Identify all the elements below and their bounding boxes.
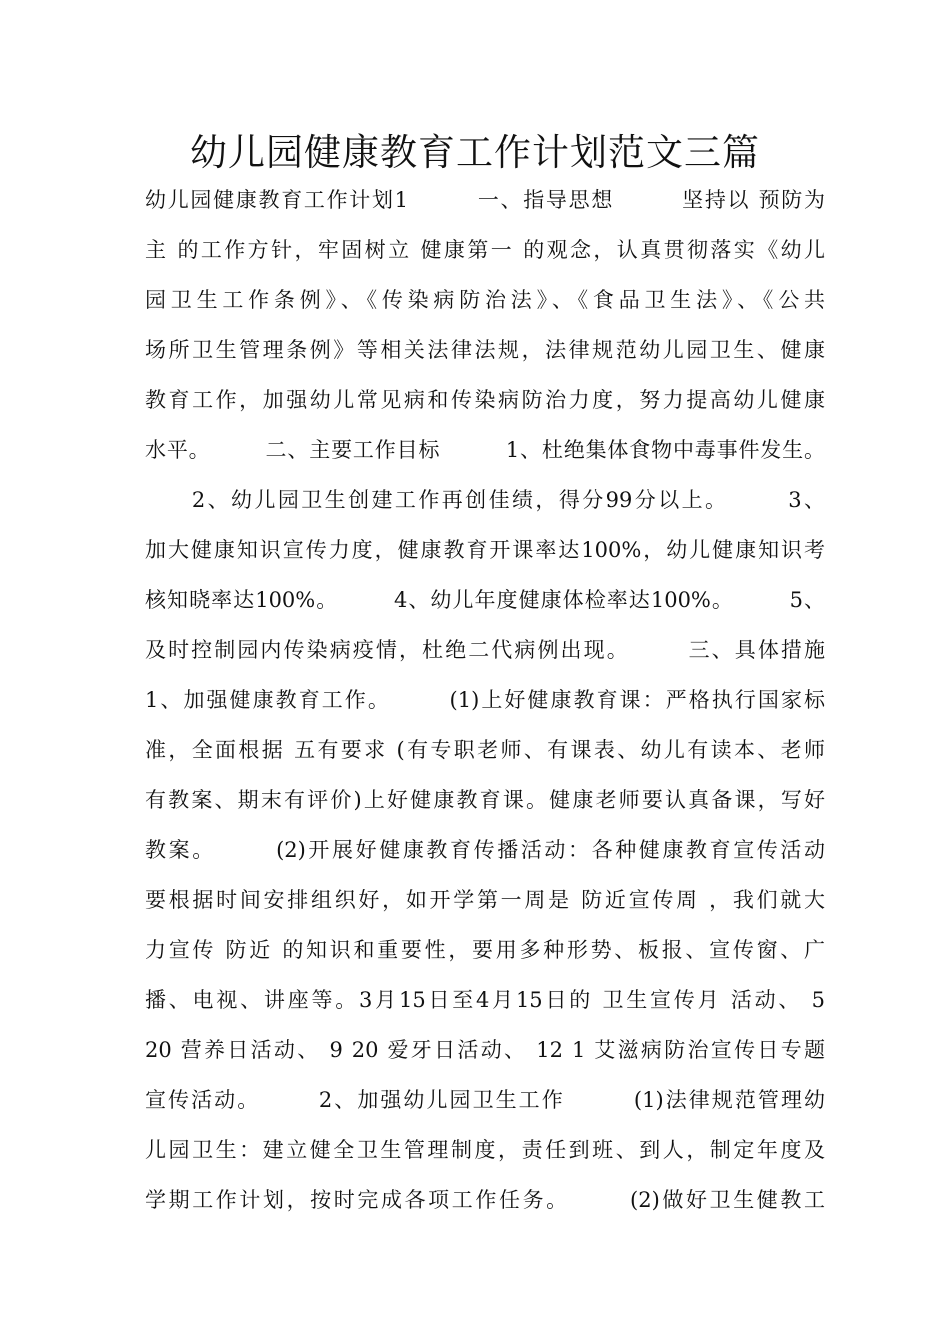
body-line: 主 的工作方针，牢固树立 健康第一 的观念，认真贯彻落实《幼儿 (145, 238, 825, 262)
body-line: 核知晓率达100%。 4、幼儿年度健康体检率达100%。 5、 (145, 588, 825, 612)
body-line: 幼儿园健康教育工作计划1 一、指导思想 坚持以 预防为 (145, 188, 825, 212)
body-line: 学期工作计划，按时完成各项工作任务。 (2)做好卫生健教工 (145, 1188, 825, 1212)
body-line: 准，全面根据 五有要求 (有专职老师、有课表、幼儿有读本、老师 (145, 738, 825, 762)
body-line: 教育工作，加强幼儿常见病和传染病防治力度，努力提高幼儿健康 (145, 388, 825, 412)
body-line: 场所卫生管理条例》等相关法律法规，法律规范幼儿园卫生、健康 (145, 338, 825, 362)
body-line: 水平。 二、主要工作目标 1、杜绝集体食物中毒事件发生。 (145, 438, 825, 462)
body-line: 宣传活动。 2、加强幼儿园卫生工作 (1)法律规范管理幼 (145, 1088, 825, 1112)
body-line: 20 营养日活动、 9 20 爱牙日活动、 12 1 艾滋病防治宣传日专题 (145, 1038, 825, 1062)
body-line: 加大健康知识宣传力度，健康教育开课率达100%，幼儿健康知识考 (145, 538, 825, 562)
body-line: 要根据时间安排组织好，如开学第一周是 防近宣传周 ，我们就大 (145, 888, 825, 912)
body-line: 儿园卫生：建立健全卫生管理制度，责任到班、到人，制定年度及 (145, 1138, 825, 1162)
body-line: 园卫生工作条例》、《传染病防治法》、《食品卫生法》、《公共 (145, 288, 825, 312)
body-line: 播、电视、讲座等。3月15日至4月15日的 卫生宣传月 活动、 5 (145, 988, 825, 1012)
body-line: 力宣传 防近 的知识和重要性，要用多种形势、板报、宣传窗、广 (145, 938, 825, 962)
body-line: 1、加强健康教育工作。 (1)上好健康教育课：严格执行国家标 (145, 688, 825, 712)
body-line: 及时控制园内传染病疫情，杜绝二代病例出现。 三、具体措施 (145, 638, 825, 662)
body-line: 教案。 (2)开展好健康教育传播活动：各种健康教育宣传活动 (145, 838, 825, 862)
body-line: 有教案、期末有评价)上好健康教育课。健康老师要认真备课，写好 (145, 788, 825, 812)
document-title: 幼儿园健康教育工作计划范文三篇 (190, 131, 760, 174)
body-line: 2、幼儿园卫生创建工作再创佳绩，得分99分以上。 3、 (145, 488, 825, 512)
